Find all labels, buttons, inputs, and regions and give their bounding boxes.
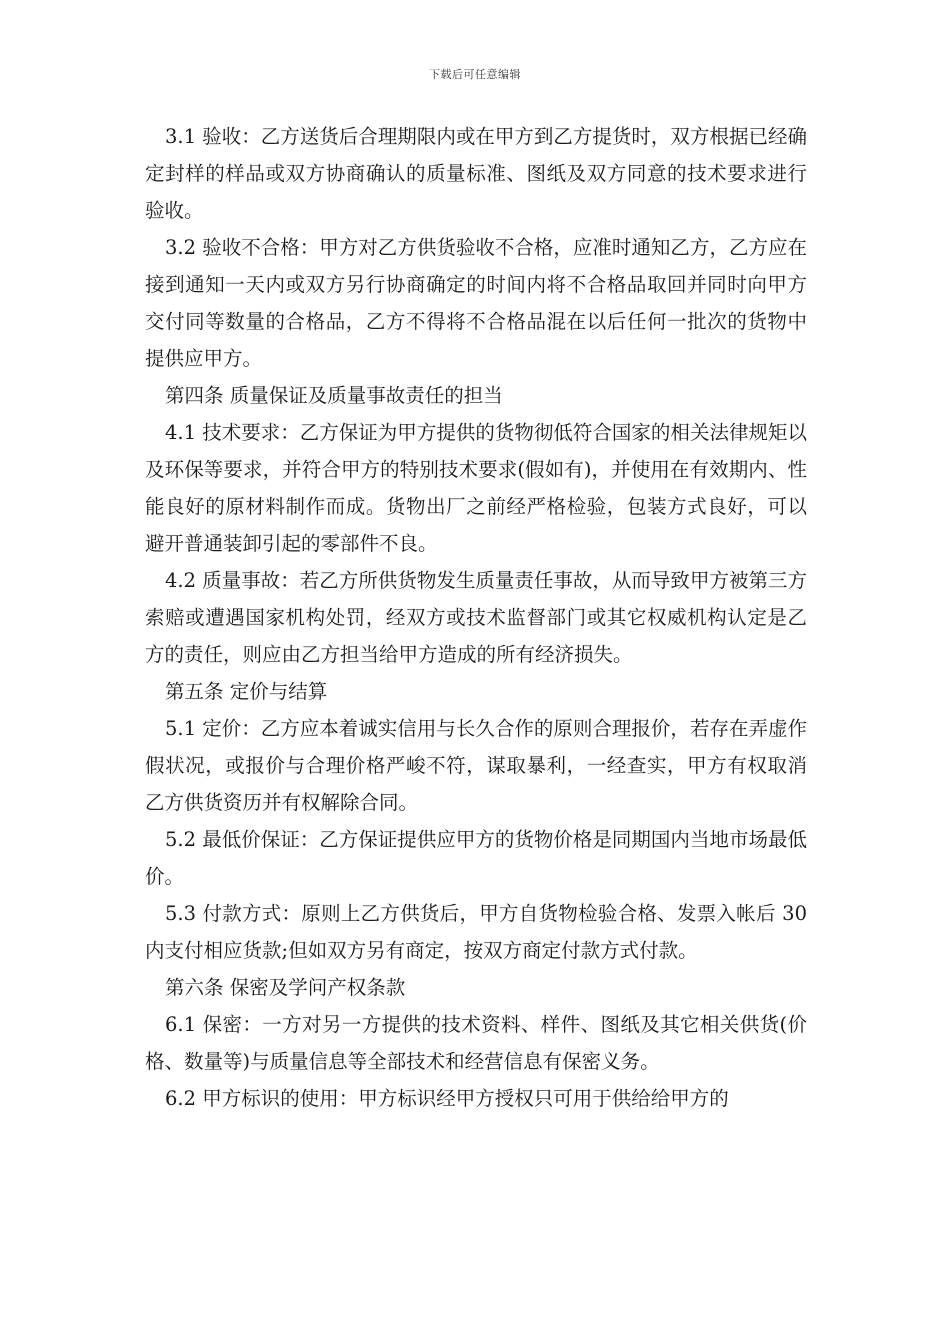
page-header: 下载后可任意编辑 bbox=[429, 68, 521, 81]
article-4-heading: 第四条 质量保证及质量事故责任的担当 bbox=[165, 384, 503, 407]
clause-5-2: 5.2 最低价保证：乙方保证提供应甲方的货物价格是同期国内当地市场最低价。 bbox=[145, 828, 807, 888]
clause-6-2: 6.2 甲方标识的使用：甲方标识经甲方授权只可用于供给给甲方的 bbox=[165, 1087, 729, 1110]
clause-6-1: 6.1 保密：一方对另一方提供的技术资料、样件、图纸及其它相关供货(价格、数量等)与质量信息等全部技术和经营信息有保密义务。 bbox=[145, 1013, 807, 1073]
article-5-heading: 第五条 定价与结算 bbox=[165, 680, 328, 703]
clause-4-2: 4.2 质量事故：若乙方所供货物发生质量责任事故，从而导致甲方被第三方索赔或遭遇国家机构处罚，经双方或技术监督部门或其它权威机构认定是乙方的责任，则应由乙方担当给甲方造成的所有经济损失。 bbox=[145, 569, 807, 666]
clause-3-1: 3.1 验收：乙方送货后合理期限内或在甲方到乙方提货时，双方根据已经确定封样的样品或双方协商确认的质量标准、图纸及双方同意的技术要求进行验收。 bbox=[145, 125, 807, 222]
article-6-heading: 第六条 保密及学问产权条款 bbox=[165, 976, 406, 999]
clause-3-2: 3.2 验收不合格：甲方对乙方供货验收不合格，应准时通知乙方，乙方应在接到通知一天内或双方另行协商确定的时间内将不合格品取回并同时向甲方交付同等数量的合格品，乙方不得将不合格品混在以后任何一批次的货物中提供应甲方。 bbox=[145, 236, 807, 370]
clause-4-1: 4.1 技术要求：乙方保证为甲方提供的货物彻低符合国家的相关法律规矩以及环保等要求，并符合甲方的特别技术要求(假如有)，并使用在有效期内、性能良好的原材料制作而成。货物出厂之前经严格检验，包装方式良好，可以避开普通装卸引起的零部件不良。 bbox=[145, 421, 807, 555]
clause-5-1: 5.1 定价：乙方应本着诚实信用与长久合作的原则合理报价，若存在弄虚作假状况，或报价与合理价格严峻不符，谋取暴利，一经查实，甲方有权取消乙方供货资历并有权解除合同。 bbox=[145, 717, 807, 814]
document-body bbox=[145, 118, 807, 1117]
clause-5-3: 5.3 付款方式：原则上乙方供货后，甲方自货物检验合格、发票入帐后 30 内支付相应货款;但如双方另有商定，按双方商定付款方式付款。 bbox=[145, 902, 807, 962]
